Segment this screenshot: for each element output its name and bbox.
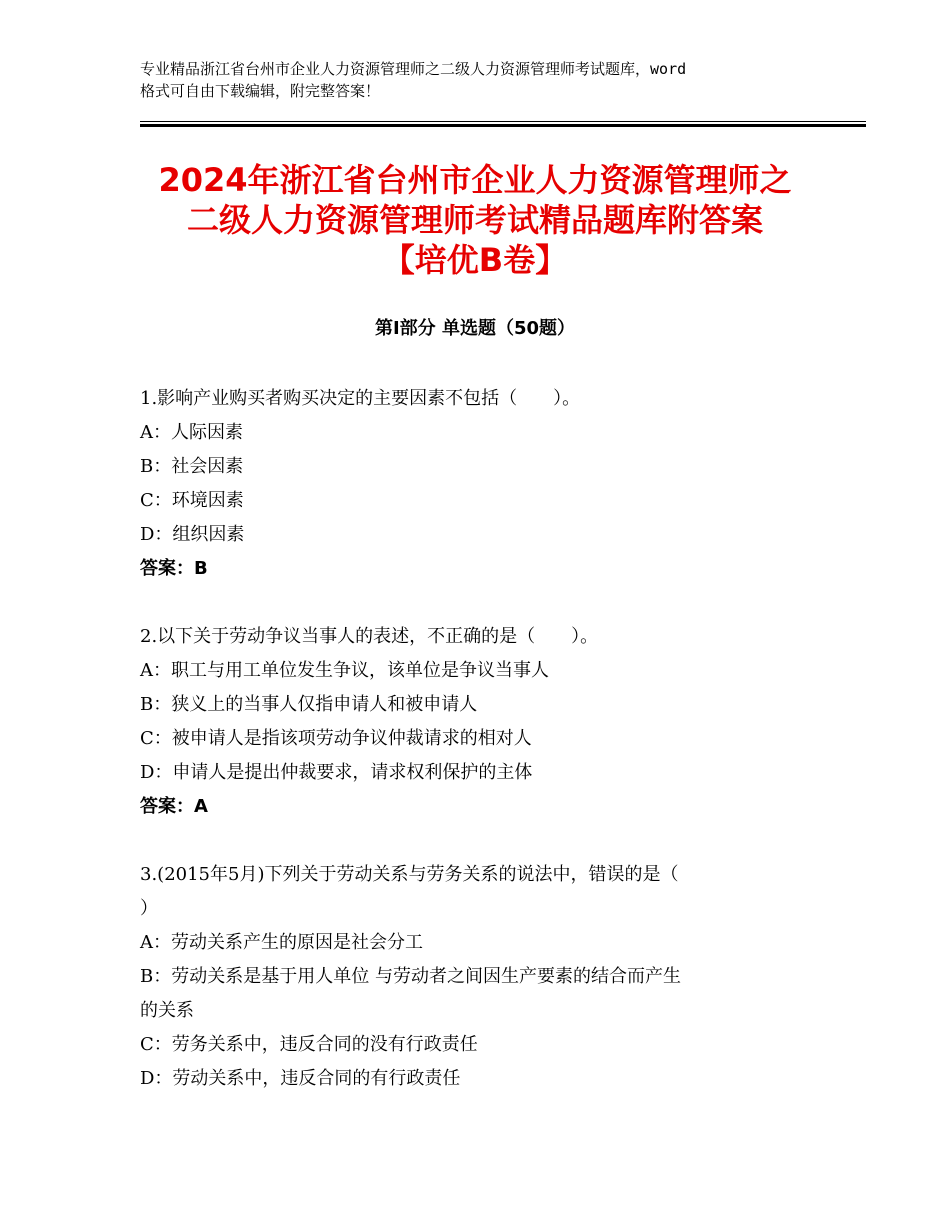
- header-note-line-2: 格式可自由下载编辑，附完整答案！: [140, 82, 381, 100]
- section-title: 第Ⅰ部分 单选题（50题）: [374, 318, 575, 339]
- option-d: D：劳动关系中，违反合同的有行政责任: [140, 1068, 461, 1089]
- question-2: [140, 620, 820, 824]
- option-c: C：被申请人是指该项劳动争议仲裁请求的相对人: [140, 728, 532, 749]
- answer: 答案：B: [140, 558, 208, 579]
- document-title-line-3: 【培优B卷】: [382, 241, 568, 279]
- document-title: [120, 160, 830, 280]
- question-stem-line-2: ）: [140, 898, 158, 919]
- document-title-line-2: 二级人力资源管理师考试精品题库附答案: [186, 201, 763, 239]
- question-list: [140, 382, 820, 1130]
- option-c: C：环境因素: [140, 490, 244, 511]
- option-d: D：申请人是提出仲裁要求，请求权利保护的主体: [140, 762, 533, 783]
- question-stem: 2.以下关于劳动争议当事人的表述，不正确的是（ ）。: [140, 626, 599, 647]
- option-b-line-2: 的关系: [140, 1000, 194, 1021]
- document-title-line-1: 2024年浙江省台州市企业人力资源管理师之: [158, 161, 792, 199]
- question-stem-line-1: 3.(2015年5月)下列关于劳动关系与劳务关系的说法中，错误的是（: [140, 864, 679, 885]
- option-a: A：劳动关系产生的原因是社会分工: [140, 932, 423, 953]
- option-b: B：社会因素: [140, 456, 244, 477]
- header-note: [140, 58, 840, 102]
- answer: 答案：A: [140, 796, 208, 817]
- option-a: A：职工与用工单位发生争议，该单位是争议当事人: [140, 660, 549, 681]
- header-rule-thick: [140, 124, 866, 127]
- header-note-line-1: 专业精品浙江省台州市企业人力资源管理师之二级人力资源管理师考试题库，word: [140, 60, 687, 78]
- header-rule-thin: [140, 121, 866, 122]
- question-1: [140, 382, 820, 586]
- question-stem: 1.影响产业购买者购买决定的主要因素不包括（ ）。: [140, 388, 581, 409]
- option-d: D：组织因素: [140, 524, 245, 545]
- option-a: A：人际因素: [140, 422, 243, 443]
- option-b: B：狭义上的当事人仅指申请人和被申请人: [140, 694, 478, 715]
- option-c: C：劳务关系中，违反合同的没有行政责任: [140, 1034, 478, 1055]
- option-b-line-1: B：劳动关系是基于用人单位 与劳动者之间因生产要素的结合而产生: [140, 966, 681, 987]
- question-3: [140, 858, 820, 1096]
